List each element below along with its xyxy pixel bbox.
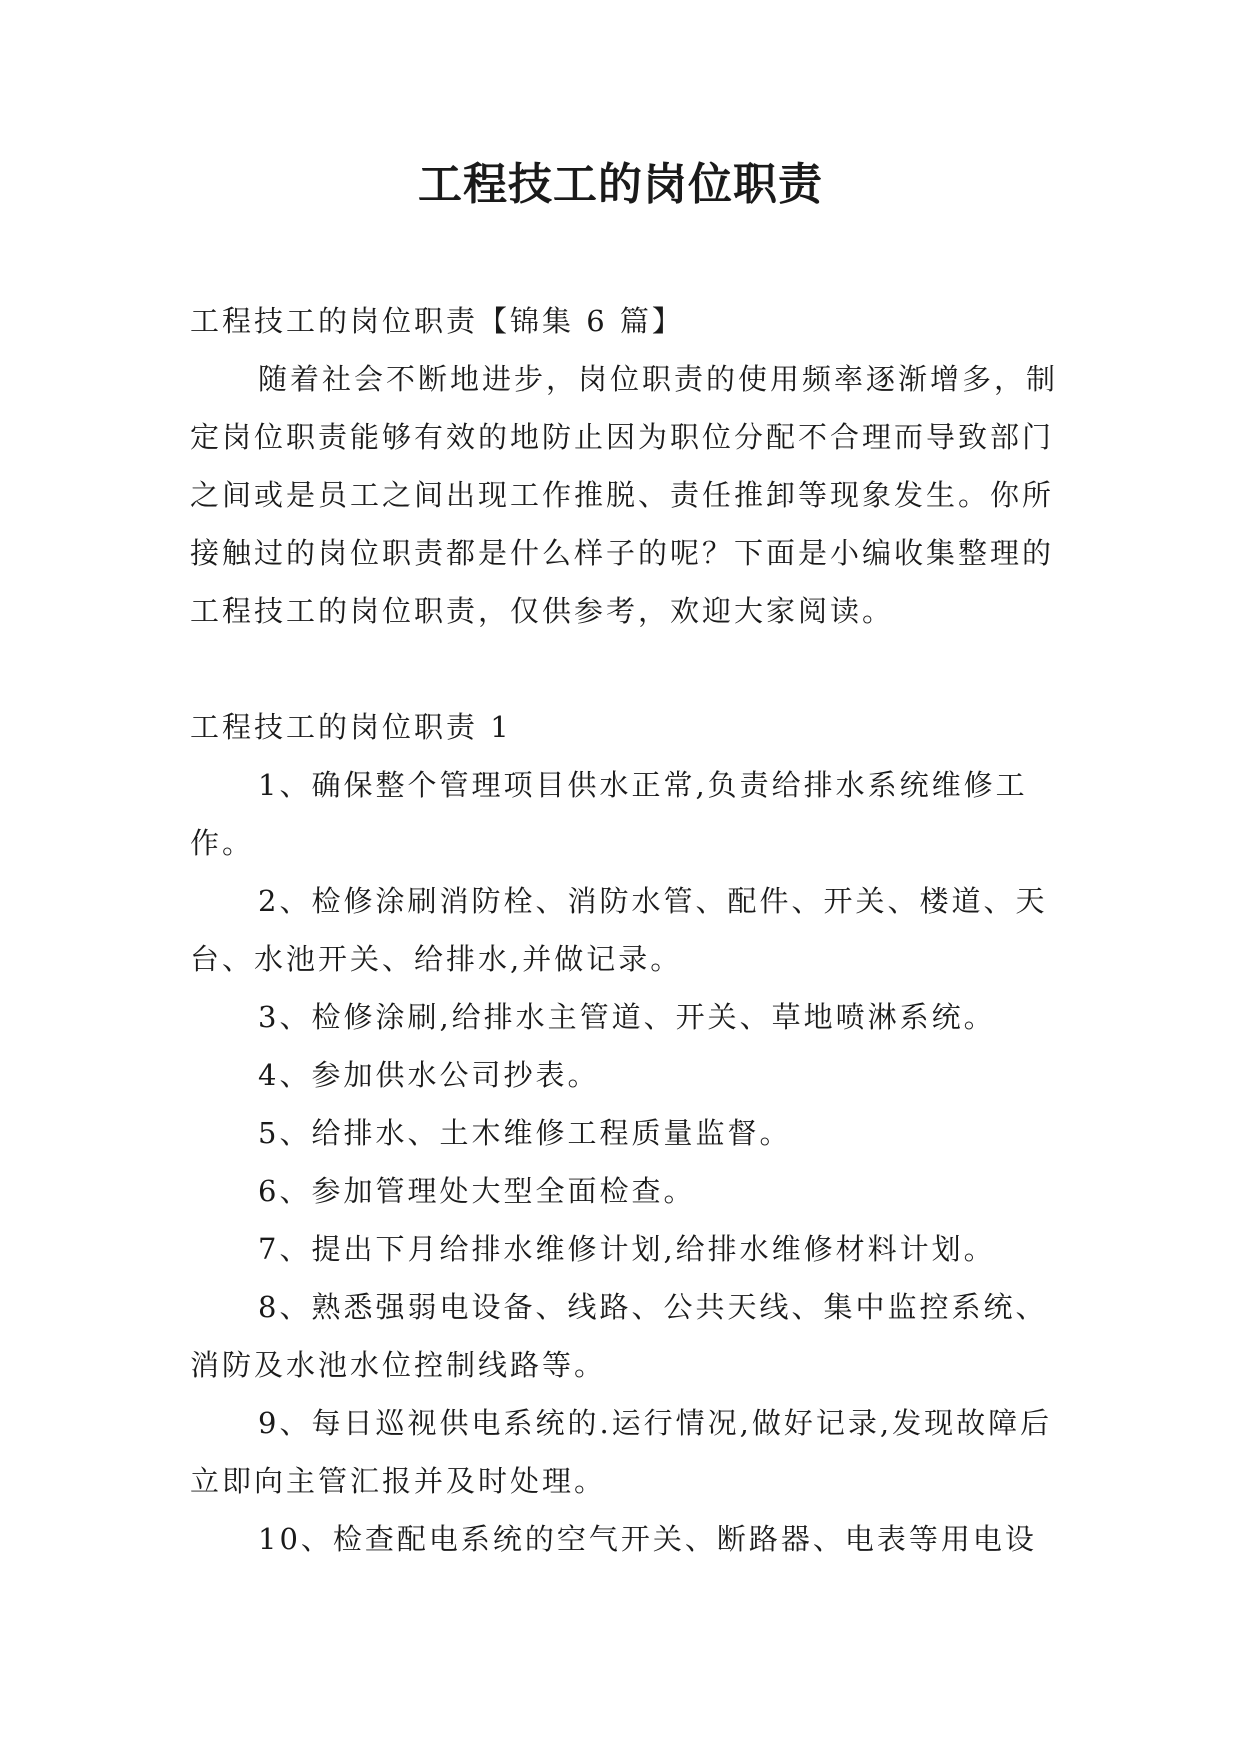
paragraph-gap bbox=[190, 640, 1070, 698]
section-heading: 工程技工的岗位职责 1 bbox=[190, 710, 512, 744]
duty-item-10: 10、检查配电系统的空气开关、断路器、电表等用电设 bbox=[258, 1522, 1037, 1556]
document-title: 工程技工的岗位职责 bbox=[418, 159, 823, 210]
duty-item-6: 6、参加管理处大型全面检查。 bbox=[258, 1174, 696, 1208]
duty-item-7: 7、提出下月给排水维修计划,给排水维修材料计划。 bbox=[258, 1232, 996, 1266]
duty-item-4: 4、参加供水公司抄表。 bbox=[258, 1058, 600, 1092]
document-subtitle: 工程技工的岗位职责【锦集 6 篇】 bbox=[190, 304, 684, 338]
duty-item-8: 8、熟悉强弱电设备、线路、公共天线、集中监控系统、消防及水池水位控制线路等。 bbox=[190, 1290, 1048, 1382]
duty-item-9: 9、每日巡视供电系统的.运行情况,做好记录,发现故障后立即向主管汇报并及时处理。 bbox=[190, 1406, 1053, 1498]
intro-paragraph: 随着社会不断地进步，岗位职责的使用频率逐渐增多，制定岗位职责能够有效的地防止因为职位分配不合理而导致部门之间或是员工之间出现工作推脱、责任推卸等现象发生。你所接触过的岗位职责都是什么样子的呢？下面是小编收集整理的工程技工的岗位职责，仅供参考，欢迎大家阅读。 bbox=[190, 362, 1059, 628]
duty-item-1: 1、确保整个管理项目供水正常,负责给排水系统维修工作。 bbox=[190, 768, 1028, 860]
document-body bbox=[190, 292, 1070, 1568]
duty-item-2: 2、检修涂刷消防栓、消防水管、配件、开关、楼道、天台、水池开关、给排水,并做记录。 bbox=[190, 884, 1048, 976]
duty-item-3: 3、检修涂刷,给排水主管道、开关、草地喷淋系统。 bbox=[258, 1000, 996, 1034]
duty-item-5: 5、给排水、土木维修工程质量监督。 bbox=[258, 1116, 792, 1150]
